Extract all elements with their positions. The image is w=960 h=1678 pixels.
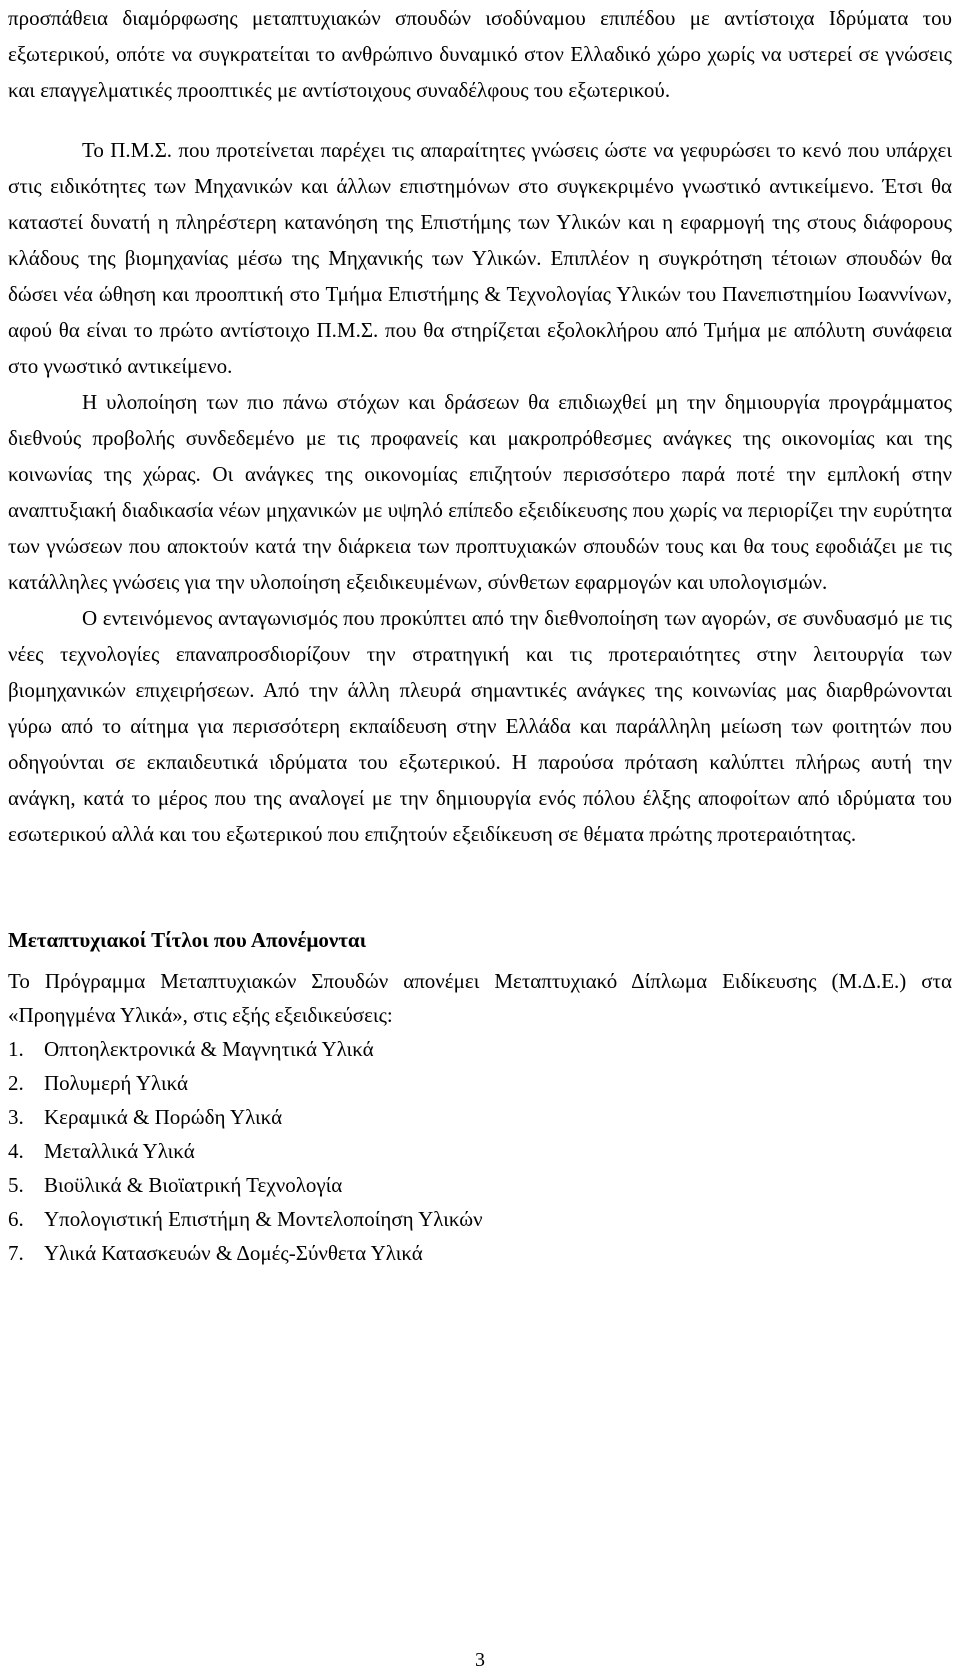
list-item-label: Κεραμικά & Πορώδη Υλικά — [44, 1105, 283, 1129]
list-item — [8, 1066, 952, 1100]
list-item-label: Βιοϋλικά & Βιοϊατρική Τεχνολογία — [44, 1173, 343, 1197]
list-item-number: 6. — [8, 1207, 24, 1231]
paragraph-intro-continuation: προσπάθεια διαμόρφωσης μεταπτυχιακών σπουδών ισοδύναμου επιπέδου με αντίστοιχα Ιδρύματα του εξωτερικού, οπότε να συγκρατείται το ανθρώπινο δυναμικό στον Ελλαδικό χώρο χωρίς να υστερεί σε γνώσεις και επαγγελματικές προοπτικές με αντίστοιχους συναδέλφους του εξωτερικού. — [8, 6, 952, 102]
list-item-number: 5. — [8, 1173, 24, 1197]
document-page — [8, 0, 952, 1270]
list-item-label: Μεταλλικά Υλικά — [44, 1139, 195, 1163]
list-item-label: Υλικά Κατασκευών & Δομές-Σύνθετα Υλικά — [44, 1241, 423, 1265]
list-item — [8, 1202, 952, 1236]
list-item-label: Οπτοηλεκτρονικά & Μαγνητικά Υλικά — [44, 1037, 374, 1061]
list-item-number: 4. — [8, 1139, 24, 1163]
page-number: 3 — [475, 1649, 485, 1671]
list-item — [8, 1100, 952, 1134]
list-item-number: 2. — [8, 1071, 24, 1095]
specializations-list — [8, 1032, 952, 1270]
list-item-label: Πολυμερή Υλικά — [44, 1071, 189, 1095]
paragraph-competition: Ο εντεινόμενος ανταγωνισμός που προκύπτει από την διεθνοποίηση των αγορών, σε συνδυασμό με τις νέες τεχνολογίες επαναπροσδιορίζουν την στρατηγική και τις προτεραιότητες στην λειτουργία των βιομηχανικών επιχειρήσεων. Από την άλλη πλευρά σημαντικές ανάγκες της κοινωνίας μας διαρθρώνονται γύρω από το αίτημα για περισσότερη εκπαίδευση στην Ελλάδα και παράλληλη μείωση των φοιτητών που οδηγούνται σε εκπαιδευτικά ιδρύματα του εξωτερικού. Η παρούσα πρόταση καλύπτει πλήρως αυτή την ανάγκη, κατά το μέρος που της αναλογεί με την δημιουργία ενός πόλου έλξης αποφοίτων από ιδρύματα του εσωτερικού αλλά και του εξωτερικού που επιζητούν εξειδίκευση σε θέματα πρώτης προτεραιότητας. — [8, 606, 952, 846]
list-item-number: 7. — [8, 1241, 24, 1265]
list-item-label: Υπολογιστική Επιστήμη & Μοντελοποίηση Υλικών — [44, 1207, 483, 1231]
list-item — [8, 1168, 952, 1202]
section-intro: Το Πρόγραμμα Μεταπτυχιακών Σπουδών απονέμει Μεταπτυχιακό Δίπλωμα Ειδίκευσης (Μ.Δ.Ε.) στα «Προηγμένα Υλικά», στις εξής εξειδικεύσεις: — [8, 969, 952, 1027]
paragraph-pms-description: Το Π.Μ.Σ. που προτείνεται παρέχει τις απαραίτητες γνώσεις ώστε να γεφυρώσει το κενό που υπάρχει στις ειδικότητες των Μηχανικών και άλλων επιστημόνων στο συγκεκριμένο γνωστικό αντικείμενο. Έτσι θα καταστεί δυνατή η πληρέστερη κατανόηση της Επιστήμης των Υλικών και η εφαρμογή της στους διάφορους κλάδους της βιομηχανίας μέσω της Μηχανικής των Υλικών. Επιπλέον η συγκρότηση τέτοιων σπουδών θα δώσει νέα ώθηση και προοπτική στο Τμήμα Επιστήμης & Τεχνολογίας Υλικών του Πανεπιστημίου Ιωαννίνων, αφού θα είναι το πρώτο αντίστοιχο Π.Μ.Σ. που θα στηρίζεται εξολοκλήρου από Τμήμα με απόλυτη συνάφεια στο γνωστικό αντικείμενο. — [8, 138, 952, 378]
section-heading: Μεταπτυχιακοί Τίτλοι που Απονέμονται — [8, 928, 367, 952]
paragraph-goals-implementation: Η υλοποίηση των πιο πάνω στόχων και δράσεων θα επιδιωχθεί μη την δημιουργία προγράμματος διεθνούς προβολής συνδεδεμένο με τις προφανείς και μακροπρόθεσμες ανάγκες της οικονομίας και της κοινωνίας της χώρας. Οι ανάγκες της οικονομίας επιζητούν περισσότερο παρά ποτέ την εμπλοκή στην αναπτυξιακή διαδικασία νέων μηχανικών με υψηλό επίπεδο εξειδίκευσης που χωρίς να περιορίζει την ευρύτητα των γνώσεων που αποκτούν κατά την διάρκεια των προπτυχιακών σπουδών τους και θα τους εφοδιάζει με τις κατάλληλες γνώσεις για την υλοποίηση εξειδικευμένων, σύνθετων εφαρμογών και υπολογισμών. — [8, 390, 952, 594]
list-item — [8, 1236, 952, 1270]
list-item — [8, 1134, 952, 1168]
list-item-number: 1. — [8, 1037, 24, 1061]
list-item — [8, 1032, 952, 1066]
list-item-number: 3. — [8, 1105, 24, 1129]
